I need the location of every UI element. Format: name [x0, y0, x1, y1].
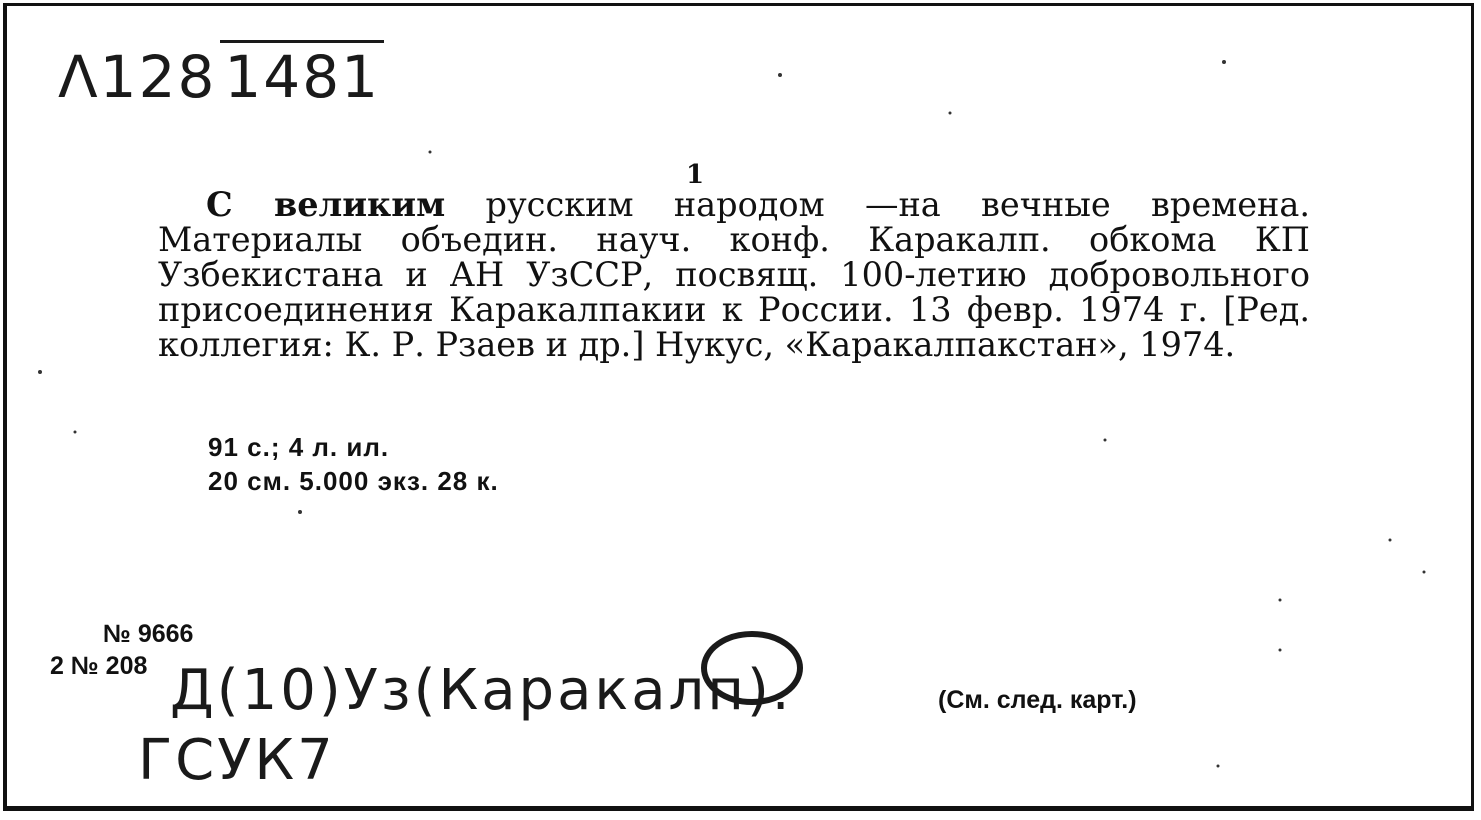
- physical-description-1: 91 с.; 4 л. ил.: [208, 432, 390, 462]
- registration-number-2: 2 № 208: [50, 652, 148, 680]
- classification-code: Д(10)Уз(Каракалп).: [170, 658, 793, 723]
- see-next-card: (См. след. карт.): [938, 686, 1137, 714]
- entry-text: русским народом —на вечные времена. Материалы объедин. науч. конф. Каракалп. обкома КП Узбекистана и АН УзССР, посвящ. 100-летию добровольного присоединения Каракалпакии к России. 13 февр. 1974 г. [Ред. коллегия: К. Р. Рзаев и др.] Нукус, «Каракалпакстан», 1974.: [158, 185, 1310, 364]
- shelfmark-main: Λ128: [58, 43, 217, 111]
- holdings-sigla: ГСУК7: [138, 728, 336, 793]
- physical-description-2: 20 см. 5.000 экз. 28 к.: [208, 466, 499, 496]
- entry-lead: С великим: [206, 185, 446, 224]
- shelfmark-sub: 1481: [220, 40, 384, 111]
- entry-number: 1: [686, 160, 705, 190]
- registration-number-1: № 9666: [103, 620, 194, 648]
